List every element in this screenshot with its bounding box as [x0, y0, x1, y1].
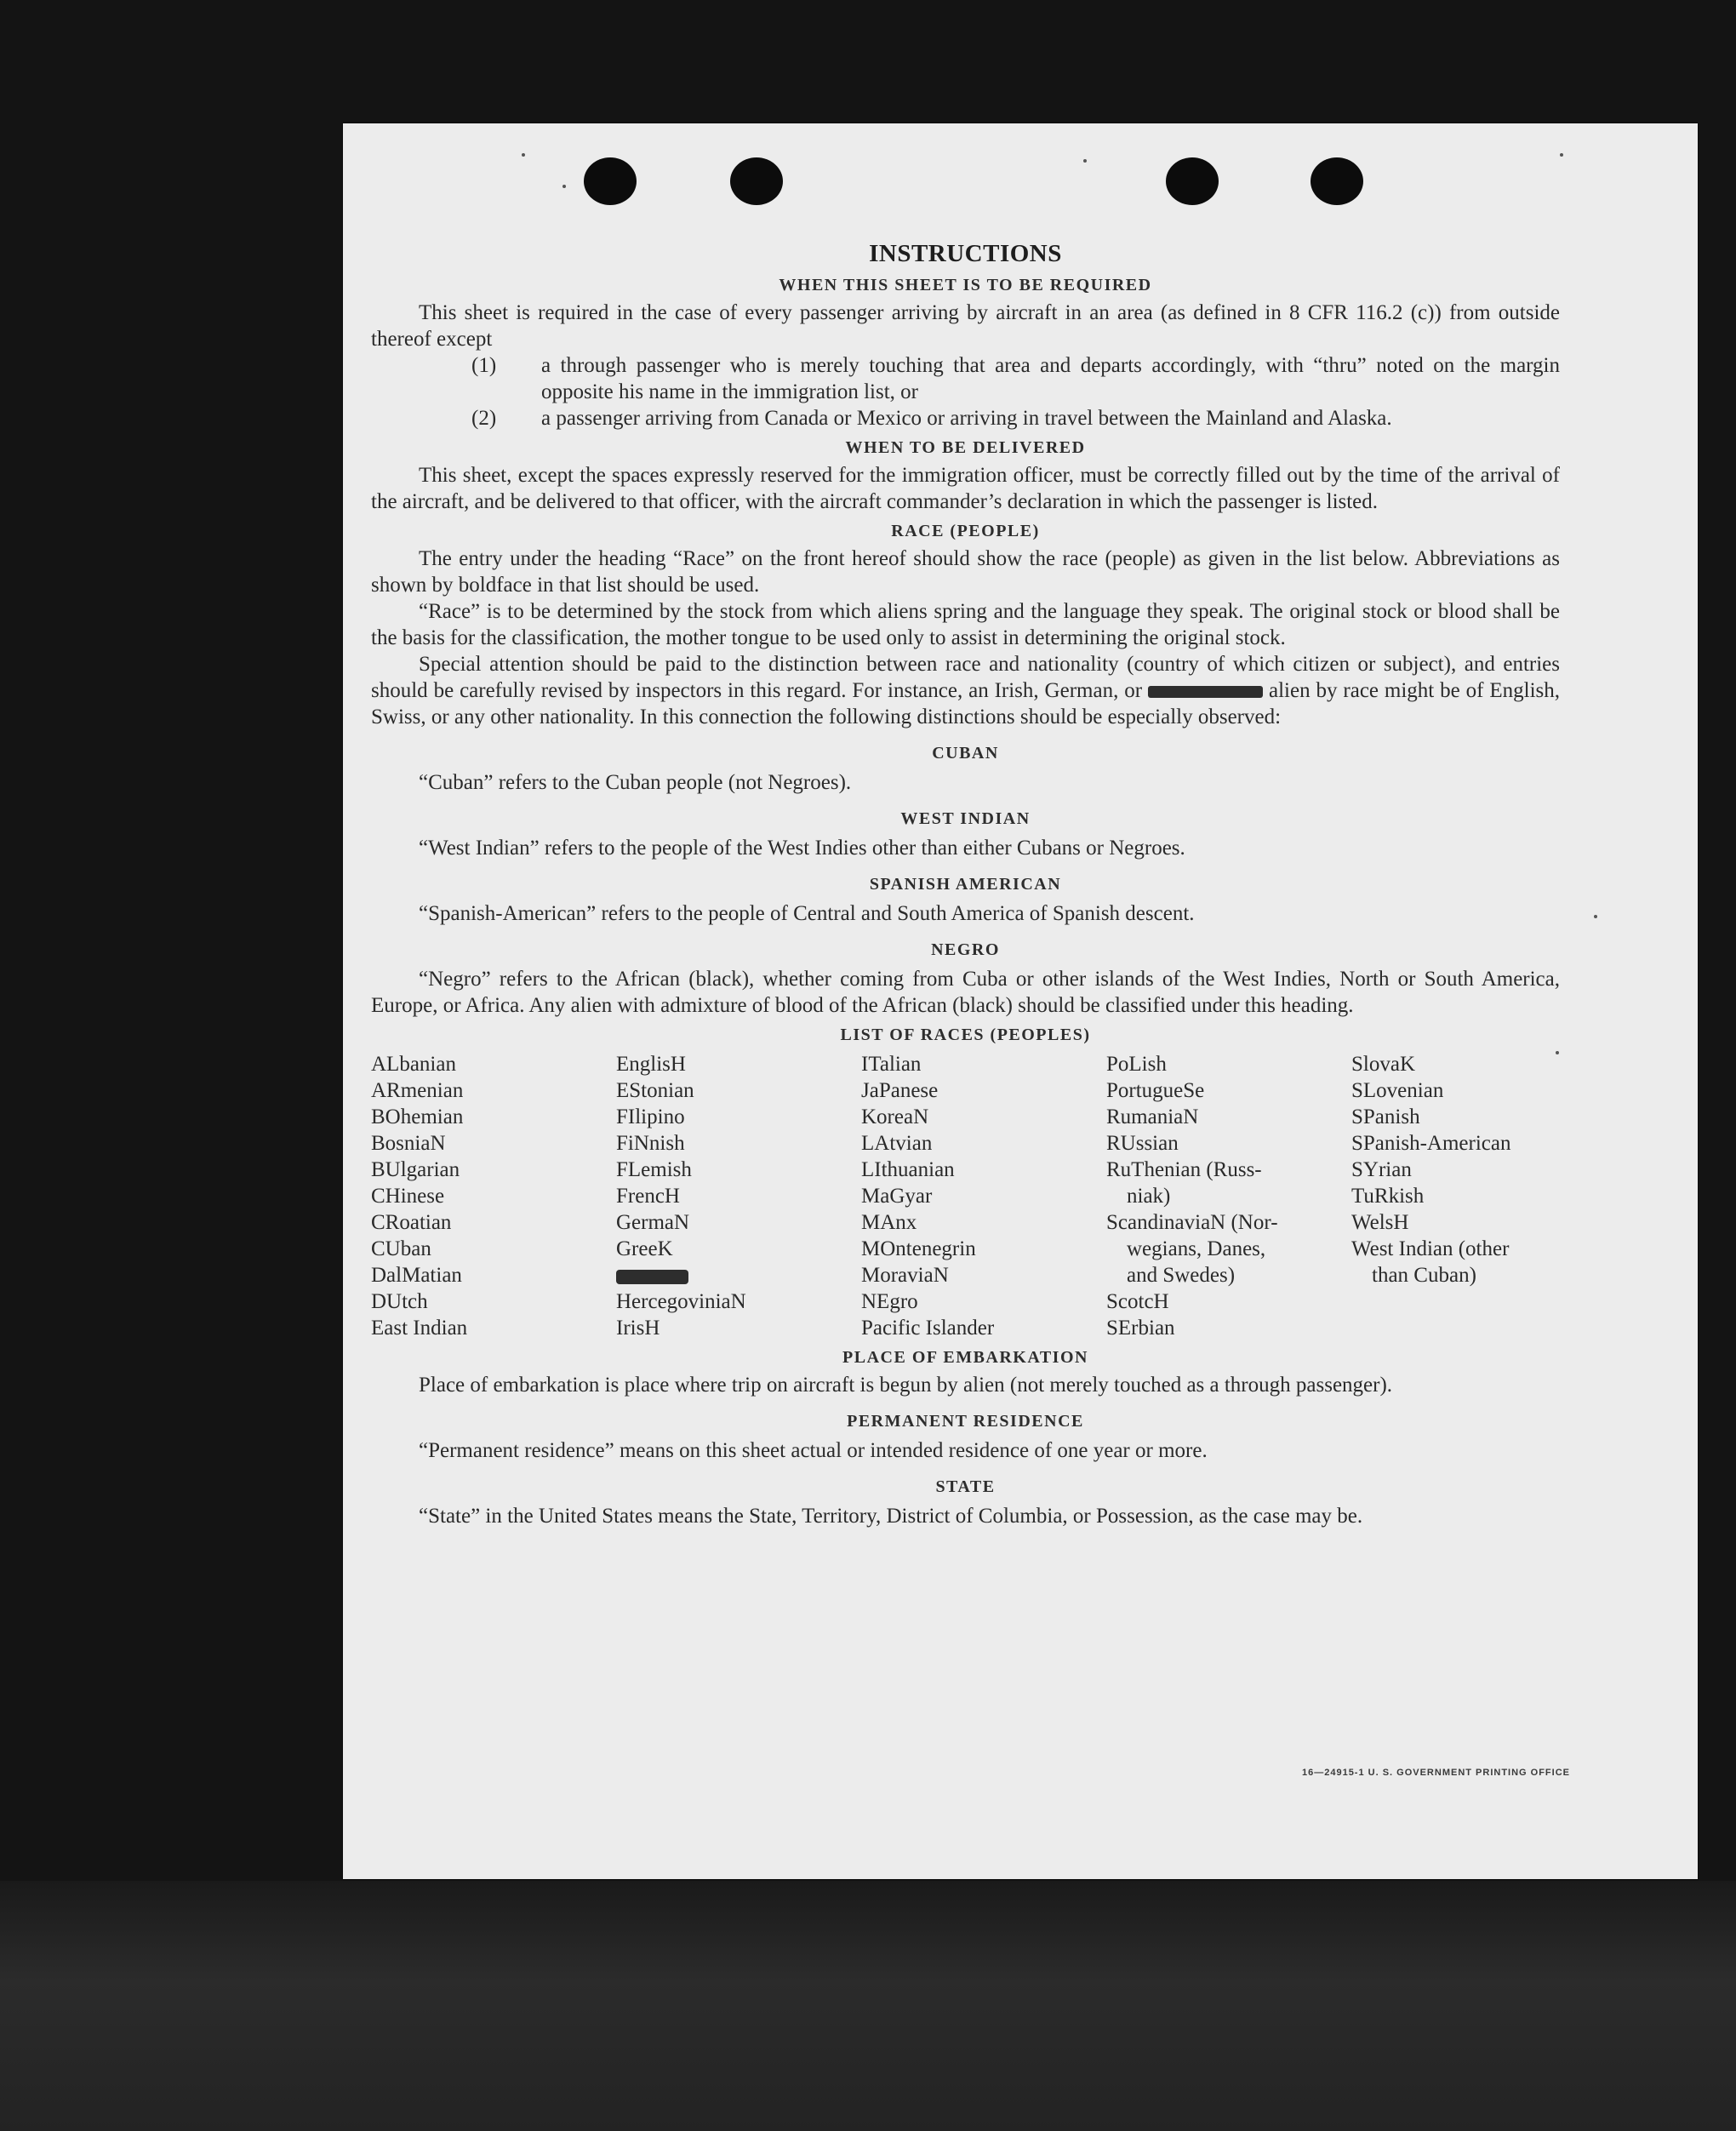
race-paragraph-2: “Race” is to be determined by the stock from which aliens spring and the language they speak. The original stock or blood shall be the basis for the classification, the mother tongue to be used only to assist in determining the original stock. — [371, 600, 1560, 649]
section-heading-residence: PERMANENT RESIDENCE — [847, 1412, 1084, 1431]
punch-hole — [1311, 157, 1363, 205]
race-column — [1351, 1051, 1560, 1341]
race-entry: SErbian — [1106, 1317, 1175, 1340]
race-paragraph-3b: alien by race might be of English, Swiss, or any other nationality. In this connection the following distinctions should be especially observed: — [371, 679, 1561, 728]
race-entry-redacted — [616, 1262, 861, 1288]
race-entry: FrencH — [616, 1185, 680, 1208]
race-entry: SPanish-American — [1351, 1132, 1511, 1155]
race-entry: ALbanian — [371, 1053, 456, 1076]
race-entry: FIlipino — [616, 1105, 685, 1128]
west-indian-text: “West Indian” refers to the people of the West Indies other than either Cubans or Negroes. — [419, 837, 1185, 860]
race-entry: DalMatian — [371, 1264, 462, 1287]
race-entry: PortugueSe — [1106, 1079, 1205, 1102]
race-entry: RuThenian (Russ- — [1106, 1158, 1262, 1181]
race-entry: Pacific Islander — [861, 1317, 995, 1340]
negro-text: “Negro” refers to the African (black), whether coming from Cuba or other islands of the West Indies, North or South America, Europe, or Africa. Any alien with admixture of blood of the African (black) should be classified under this heading. — [371, 968, 1560, 1017]
race-paragraph-3 — [371, 651, 1560, 730]
race-entry: GermaN — [616, 1211, 690, 1234]
section-heading-embarkation: PLACE OF EMBARKATION — [842, 1348, 1088, 1367]
race-entry: EnglisH — [616, 1053, 686, 1076]
race-entry: KoreaN — [861, 1105, 929, 1128]
race-paragraph-3a: Special attention should be paid to the distinction between race and nationality (country of which citizen or subject), and entries should be carefully revised by inspectors in this regard. For instance, an Irish, German, or — [371, 653, 1560, 702]
residence-text: “Permanent residence” means on this sheet actual or intended residence of one year or more. — [419, 1439, 1208, 1462]
race-column — [1106, 1051, 1351, 1341]
race-entry: ITalian — [861, 1053, 922, 1076]
race-entry: SYrian — [1351, 1158, 1412, 1181]
race-entry: GreeK — [616, 1237, 673, 1260]
state-text: “State” in the United States means the State, Territory, District of Columbia, or Possession, as the case may be. — [419, 1505, 1363, 1528]
race-entry: LIthuanian — [861, 1158, 955, 1181]
race-entry: East Indian — [371, 1317, 468, 1340]
race-entry: CHinese — [371, 1185, 445, 1208]
race-entry-continued: and Swedes) — [1127, 1264, 1236, 1287]
race-entry: MOntenegrin — [861, 1237, 976, 1260]
race-entry: RumaniaN — [1106, 1105, 1199, 1128]
section-heading-race: RACE (PEOPLE) — [891, 522, 1040, 540]
race-column — [371, 1051, 616, 1341]
spanish-american-text: “Spanish-American” refers to the people of Central and South America of Spanish descent. — [419, 902, 1195, 925]
punch-hole — [584, 157, 637, 205]
cuban-text: “Cuban” refers to the Cuban people (not Negroes). — [419, 771, 852, 794]
race-entry: IrisH — [616, 1317, 660, 1340]
item-text: a through passenger who is merely touching that area and departs accordingly, with “thru” noted on the margin opposite his name in the immigration list, or — [541, 354, 1560, 403]
race-entry: BUlgarian — [371, 1158, 460, 1181]
section-heading-state: STATE — [935, 1477, 996, 1496]
race-entry: SPanish — [1351, 1105, 1420, 1128]
race-entry: MAnx — [861, 1211, 917, 1234]
instruction-sheet — [343, 123, 1698, 1879]
race-entry: ScotcH — [1106, 1290, 1169, 1313]
race-entry: LAtvian — [861, 1132, 933, 1155]
embarkation-text: Place of embarkation is place where trip on aircraft is begun by alien (not merely touched as a through passenger). — [419, 1374, 1393, 1397]
struck-word — [1148, 686, 1263, 698]
section-heading-spanish-american: SPANISH AMERICAN — [869, 875, 1062, 894]
race-entry: ARmenian — [371, 1079, 464, 1102]
race-entry: JaPanese — [861, 1079, 939, 1102]
printer-mark: 16—24915-1 U. S. GOVERNMENT PRINTING OFFICE — [1301, 1768, 1570, 1778]
race-entry-continued: wegians, Danes, — [1127, 1237, 1266, 1260]
race-entry: FiNnish — [616, 1132, 685, 1155]
race-entry: BosniaN — [371, 1132, 446, 1155]
punch-hole — [1166, 157, 1219, 205]
race-entry: RUssian — [1106, 1132, 1179, 1155]
race-entry: FLemish — [616, 1158, 692, 1181]
item-number: (1) — [471, 354, 497, 377]
race-entry: MoraviaN — [861, 1264, 949, 1287]
race-entry: SlovaK — [1351, 1053, 1415, 1076]
list-item — [371, 405, 1560, 431]
race-column — [861, 1051, 1106, 1341]
race-entry: TuRkish — [1351, 1185, 1425, 1208]
race-entry: ScandinaviaN (Nor- — [1106, 1211, 1278, 1234]
race-paragraph-1: The entry under the heading “Race” on the front hereof should show the race (people) as given in the list below. Abbreviations as shown by boldface in that list should be used. — [371, 547, 1560, 597]
punch-hole — [730, 157, 783, 205]
required-intro: This sheet is required in the case of every passenger arriving by aircraft in an area (as defined in 8 CFR 116.2 (c)) from outside thereof except — [371, 301, 1560, 351]
page-title: INSTRUCTIONS — [869, 240, 1062, 267]
race-list — [371, 1051, 1560, 1341]
section-heading-cuban: CUBAN — [932, 744, 999, 763]
race-entry: PoLish — [1106, 1053, 1167, 1076]
item-text: a passenger arriving from Canada or Mexico or arriving in travel between the Mainland and Alaska. — [541, 407, 1392, 430]
instructions-body — [371, 238, 1560, 1529]
section-heading-west-indian: WEST INDIAN — [900, 809, 1031, 828]
redacted-entry — [616, 1270, 688, 1284]
race-entry: CRoatian — [371, 1211, 452, 1234]
section-heading-negro: NEGRO — [931, 940, 1000, 959]
item-number: (2) — [471, 407, 497, 430]
race-entry-continued: than Cuban) — [1372, 1264, 1476, 1287]
race-entry-continued: niak) — [1127, 1185, 1171, 1208]
race-entry: HercegoviniaN — [616, 1290, 746, 1313]
race-entry: NEgro — [861, 1290, 918, 1313]
section-heading-race-list: LIST OF RACES (PEOPLES) — [840, 1026, 1091, 1044]
section-heading-delivered: WHEN TO BE DELIVERED — [845, 438, 1086, 457]
race-column — [616, 1051, 861, 1341]
race-entry: CUban — [371, 1237, 431, 1260]
race-entry: WelsH — [1351, 1211, 1409, 1234]
scan-background — [0, 1881, 1736, 2131]
list-item — [371, 352, 1560, 405]
race-entry: BOhemian — [371, 1105, 464, 1128]
race-entry: MaGyar — [861, 1185, 933, 1208]
race-entry: SLovenian — [1351, 1079, 1444, 1102]
race-entry: West Indian (other — [1351, 1237, 1510, 1260]
race-entry: EStonian — [616, 1079, 694, 1102]
delivered-text: This sheet, except the spaces expressly reserved for the immigration officer, must be correctly filled out by the time of the arrival of the aircraft, and be delivered to that officer, with the aircraft commander’s declaration in which the passenger is listed. — [371, 464, 1560, 513]
section-heading-required: WHEN THIS SHEET IS TO BE REQUIRED — [779, 276, 1152, 294]
race-entry: DUtch — [371, 1290, 428, 1313]
